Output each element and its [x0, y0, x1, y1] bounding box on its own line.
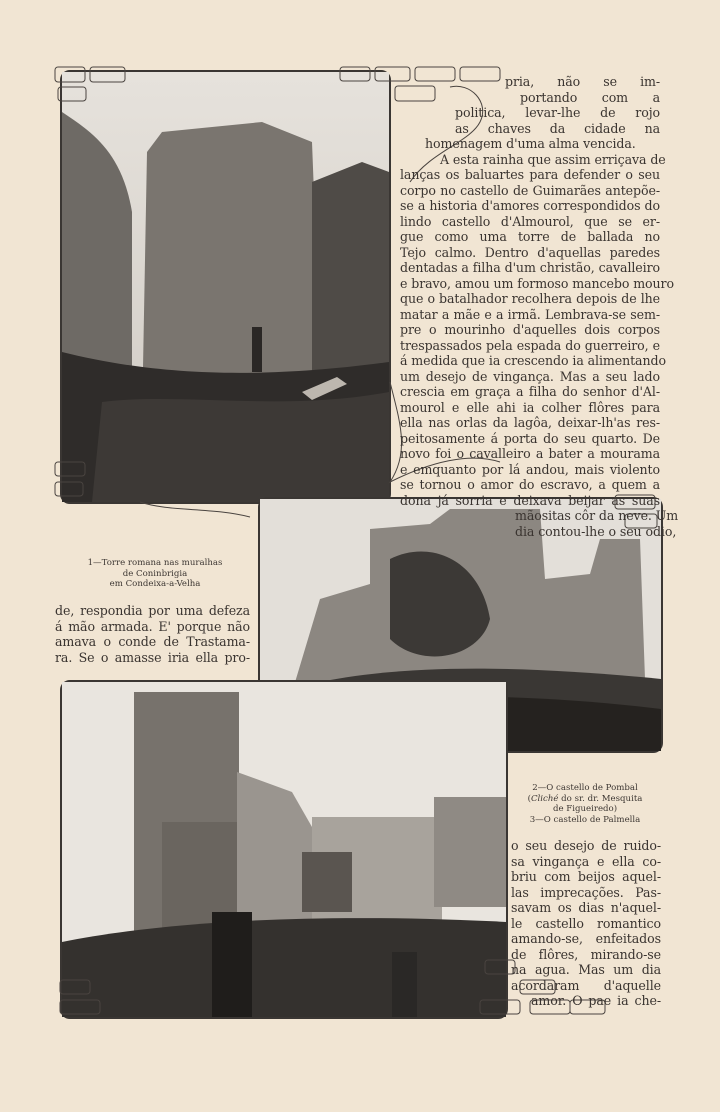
text-line: de flôres, mirando-se: [511, 946, 661, 962]
caption-line: 1—Torre romana nas muralhas: [87, 558, 223, 568]
text-line: pre o mourinho d'aquelles dois corpos: [400, 322, 660, 337]
text-line: A esta rainha que assim erriçava de: [440, 151, 666, 167]
text-line: ra. Se o amasse iria ella pro-: [55, 649, 250, 665]
article-column-top: [400, 74, 679, 539]
text-line: mourol e elle ahi ia colher flôres para: [400, 399, 660, 415]
article-column-left: [55, 603, 250, 665]
text-line: politica, levar-lhe de rojo: [455, 105, 660, 120]
text-line: á mão armada. E' porque não: [55, 618, 250, 634]
text-line: Tejo calmo. Dentro d'aquellas paredes: [400, 244, 660, 260]
text-line: amando-se, enfeitados: [511, 931, 661, 946]
text-line: las imprecações. Pas-: [511, 884, 661, 900]
text-line: gue como uma torre de ballada no: [400, 229, 660, 244]
article-column-right: [511, 838, 661, 1009]
caption-italic: Cliché: [530, 793, 559, 804]
text-line: dentadas a filha d'um christão, cavalleiro: [400, 260, 660, 275]
text-line: dia contou-lhe o seu odio,: [515, 523, 677, 539]
text-line: portando com a: [520, 89, 660, 105]
text-line: lanças os baluartes para defender o seu: [400, 167, 660, 182]
text-line: e bravo, amou um formoso mancebo mouro: [400, 275, 674, 291]
caption-line: (Cliché do sr. dr. Mesquita: [527, 793, 643, 804]
text-line: as chaves da cidade na: [455, 120, 660, 136]
caption-line: em Condeixa-a-Velha: [109, 579, 201, 589]
text-line: lindo castello d'Almourol, que se er-: [400, 213, 660, 229]
caption-line: de Figueiredo): [552, 804, 618, 814]
text-line: e emquanto por lá andou, mais violento: [400, 461, 660, 477]
caption-line: de Coninbrigia: [122, 568, 188, 579]
text-line: acordaram d'aquelle: [511, 977, 661, 993]
text-line: peitosamente á porta do seu quarto. De: [400, 430, 660, 446]
caption-figure-1: [65, 558, 245, 590]
text-line: matar a mãe e a irmã. Lembrava-se sem-: [400, 306, 660, 322]
text-line: mãositas côr da neve. Um: [515, 508, 679, 523]
text-line: que o batalhador recolhera depois de lhe: [400, 291, 660, 306]
text-line: savam os dias n'aquel-: [511, 900, 661, 915]
caption-line: 3—O castello de Palmella: [529, 814, 641, 825]
text-line: homenagem d'uma alma vencida.: [425, 136, 636, 151]
stone-ornament-icon: [55, 975, 115, 1025]
text-line: ella nas orlas da lagôa, deixar-lh'as res-: [400, 415, 660, 430]
text-line: o seu desejo de ruido-: [511, 838, 661, 853]
text-line: novo foi o cavalleiro a bater a mourama: [400, 446, 660, 461]
text-line: á medida que ia crescendo ia alimentando: [400, 353, 666, 368]
text-line: amava o conde de Trastama-: [55, 634, 250, 649]
text-line: trespassados pela espada do guerreiro, e: [400, 337, 660, 353]
text-line: crescia em graça a filha do senhor d'Al-: [400, 384, 660, 399]
text-line: se a historia d'amores correspondidos do: [400, 198, 660, 213]
text-line: corpo no castello de Guimarães antepõe-: [400, 182, 660, 198]
text-line: dona já sorria e deixava beijar as suas: [400, 492, 660, 508]
caption-text: do sr. dr. Mesquita: [558, 793, 643, 804]
text-line: amor. O pae ia che-: [531, 993, 661, 1008]
text-line: sa vingança e ella co-: [511, 853, 661, 869]
text-line: na agua. Mas um dia: [511, 962, 661, 977]
text-line: um desejo de vingança. Mas a seu lado: [400, 368, 660, 384]
text-line: le castello romantico: [511, 915, 661, 931]
text-line: briu com beijos aquel-: [511, 869, 661, 884]
text-line: de, respondia por uma defeza: [55, 603, 250, 618]
caption-line: 2—O castello de Pombal: [532, 783, 638, 793]
text-line: pria, não se im-: [505, 74, 660, 89]
caption-figures-2-3: [510, 783, 660, 825]
text-line: se tornou o amor do escravo, a quem a: [400, 477, 660, 492]
